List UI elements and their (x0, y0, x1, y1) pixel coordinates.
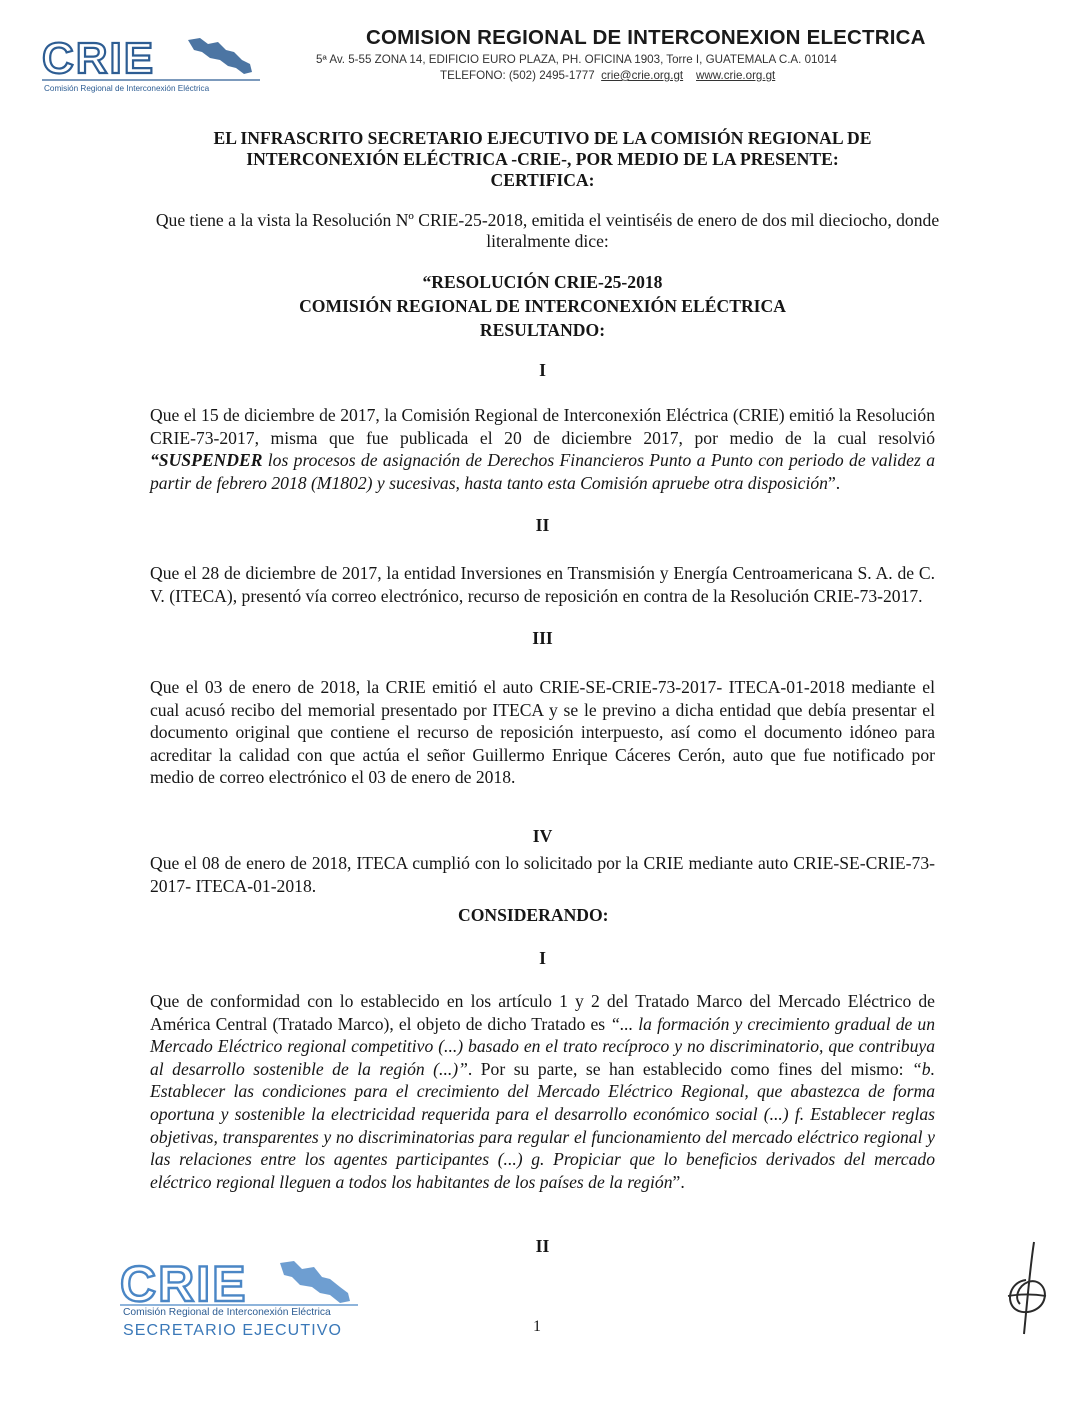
quoted-text: “b. Establecer las condiciones para el crecimiento del Mercado Eléctrico Regional, que abastezca de forma oportuna y sostenible la electricidad requerida para el desarrollo económico social (...) f. Establecer reglas objetivas, transparentes y no discriminatorias para regular el funcionamiento del mercado eléctrico regional y las relaciones entre los agentes participantes (...) g. Propiciar que lo beneficios derivados del mercado eléctrico regional lleguen a todos los habitantes de los países de la región (150, 1058, 935, 1192)
considerando-heading: CONSIDERANDO: (458, 905, 609, 925)
certification-heading-line: EL INFRASCRITO SECRETARIO EJECUTIVO DE LA COMISIÓN REGIONAL DE (213, 128, 872, 148)
resolution-heading (170, 270, 915, 342)
certification-heading (170, 128, 915, 191)
section-numeral: IV (532, 826, 553, 846)
organization-title: COMISION REGIONAL DE INTERCONEXION ELECTRICA (366, 26, 926, 49)
resultando-paragraph: Que el 28 de diciembre de 2017, la entidad Inversiones en Transmisión y Energía Centroamericana S. A. de C. V. (ITECA), presentó vía correo electrónico, recurso de reposición en contra de la Resolución CRIE-73-2017. (150, 563, 935, 606)
organization-website[interactable]: www.crie.org.gt (696, 69, 776, 82)
page-number: 1 (533, 1318, 541, 1335)
crie-logo-subtitle: Comisión Regional de Interconexión Eléctrica (44, 84, 210, 93)
certification-heading-line: CERTIFICA: (490, 170, 595, 190)
quoted-bold-text: “SUSPENDER (150, 450, 263, 471)
organization-email[interactable]: crie@crie.org.gt (601, 69, 684, 82)
paragraph-text: ”. (672, 1171, 685, 1192)
signature-mark (1000, 1238, 1052, 1338)
stamp-logo-lettering: CRIE (120, 1256, 248, 1312)
section-numeral: I (539, 360, 546, 380)
quoted-text: “... la formación y crecimiento gradual de un Mercado Eléctrico regional competitivo (...) basado en el trato recíproco y no discriminatorio, que contribuya al desarrollo sostenible de la región (...)” (150, 1013, 935, 1079)
organization-address: 5ª Av. 5-55 ZONA 14, EDIFICIO EURO PLAZA, PH. OFICINA 1903, Torre I, GUATEMALA C.A. 01014 (316, 53, 837, 66)
contact-line (440, 69, 1080, 82)
section-numeral: I (539, 948, 546, 968)
resultando-paragraph: Que el 03 de enero de 2018, la CRIE emitió el auto CRIE-SE-CRIE-73-2017- ITECA-01-2018 mediante el cual acusó recibo del memorial presentado por ITECA y se le previno a dicha entidad que debía presentar el documento original que contiene el recurso de reposición interpuesto, así como el documento idóneo para acreditar la calidad con que actúa el señor Guillermo Enrique Cáceres Cerón, auto que fue notificado por medio de correo electrónico el 03 de enero de 2018. (150, 677, 935, 788)
crie-logo-graphic (38, 30, 268, 96)
central-america-map-icon (188, 38, 252, 74)
paragraph-text: Que de conformidad con lo establecido en los artículo 1 y 2 del Tratado Marco del Mercado Eléctrico de América Central (Tratado Marco), el objeto de dicho Tratado es (150, 991, 935, 1034)
handwritten-signature (1000, 1238, 1052, 1338)
crie-logo (38, 30, 268, 96)
quoted-text: los procesos de asignación de Derechos Financieros Punto a Punto con periodo de validez a partir de febrero 2018 (M1802) y sucesivas, hasta tanto esta Comisión apruebe otra disposición (150, 450, 935, 493)
resultando-paragraph (150, 404, 935, 494)
section-numeral: II (535, 1236, 550, 1256)
resultando-heading: RESULTANDO: (479, 320, 606, 340)
paragraph-text: . Por su parte, se han establecido como fines del mismo: (467, 1058, 913, 1079)
resolution-reference-line: literalmente dice: (486, 231, 609, 251)
section-numeral: III (532, 628, 553, 648)
resolution-reference (150, 210, 945, 252)
resolution-issuer: COMISIÓN REGIONAL DE INTERCONEXIÓN ELÉCTRICA (299, 296, 786, 316)
certification-heading-line: INTERCONEXIÓN ELÉCTRICA -CRIE-, POR MEDIO DE LA PRESENTE: (246, 149, 839, 169)
paragraph-text: ”. (827, 472, 841, 493)
paragraph-text: Que el 15 de diciembre de 2017, la Comisión Regional de Interconexión Eléctrica (CRIE) emitió la Resolución CRIE-73-2017, misma que fue publicada el 20 de diciembre 2017, por medio de la cual resolvió (150, 405, 935, 448)
section-numeral: II (535, 515, 550, 535)
resultando-paragraph: Que el 08 de enero de 2018, ITECA cumplió con lo solicitado por la CRIE mediante auto CRIE-SE-CRIE-73-2017- ITECA-01-2018. (150, 853, 935, 896)
stamp-role: SECRETARIO EJECUTIVO (123, 1322, 343, 1339)
crie-logo-lettering: CRIE (42, 34, 156, 83)
organization-phone: TELEFONO: (502) 2495-1777 (440, 69, 595, 82)
resolution-title: “RESOLUCIÓN CRIE-25-2018 (422, 272, 663, 292)
stamp-subtitle: Comisión Regional de Interconexión Eléctrica (123, 1307, 331, 1318)
considerando-paragraph (150, 990, 935, 1193)
resolution-reference-line: Que tiene a la vista la Resolución Nº CRIE-25-2018, emitida el veintiséis de enero de dos mil dieciocho, donde (155, 210, 940, 230)
central-america-map-icon (280, 1261, 350, 1303)
